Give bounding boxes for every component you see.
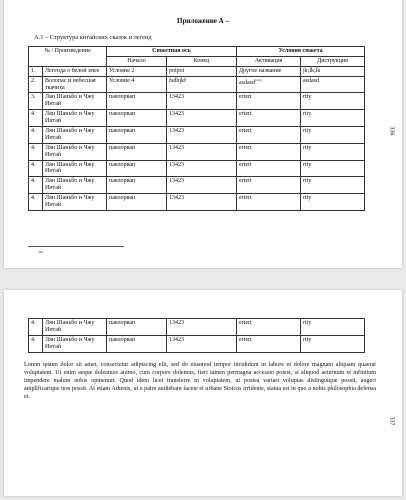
document-page-1 bbox=[4, 0, 402, 268]
row-work: Волопас и небесная ткачиха bbox=[43, 76, 107, 93]
appendix-title: Приложение А – bbox=[177, 17, 229, 25]
activation-text: asdasd bbox=[239, 79, 256, 86]
body-paragraph: Lorem ipsum dolor sit amet, consectetur adipiscing elit, sed do eiusmod tempor incididunt ut labore et dolore magnam aliquam quaerat voluptatem. Ut enim aeque doleamus animo, cum corpore dolemus, fieri tamen permagna accessio potest, si aliquod aeternum et infinitum impendere malum nobis opinemur. Quod idem licet transferre in voluptatem, ut postea variari voluptas distinguique possit, augeri amplificarique non possit. At etiam Athenis, ut e patre audiebam facete et urbane Stoicos irridente, statua est in quo a nobis philosophia defensa et. bbox=[24, 362, 376, 400]
row-num: 4. bbox=[29, 160, 43, 177]
row-num: 1. bbox=[29, 66, 43, 76]
table-row bbox=[29, 127, 365, 144]
row-activation: ertert bbox=[237, 127, 301, 144]
row-work: Лян Шаньбо и Чжу Интай bbox=[43, 177, 107, 194]
document-page-2 bbox=[4, 290, 402, 496]
row-start: павлорвап bbox=[107, 93, 167, 110]
row-work: Лян Шаньбо и Чжу Интай bbox=[43, 143, 107, 160]
row-end: fsdhjkf bbox=[167, 76, 237, 93]
header-end: Конец bbox=[167, 56, 237, 66]
table-row bbox=[29, 93, 365, 110]
table-row bbox=[29, 319, 365, 336]
row-destruction: jk;lk;lk bbox=[301, 66, 365, 76]
footnote-reference[interactable]: [xtx] bbox=[255, 77, 262, 82]
row-end: 13423 bbox=[167, 335, 237, 352]
table-row bbox=[29, 194, 365, 211]
row-destruction: rtty bbox=[301, 194, 365, 211]
row-num: 4. bbox=[29, 127, 43, 144]
row-end: 13423 bbox=[167, 160, 237, 177]
table-row bbox=[29, 110, 365, 127]
header-plot-axis: Сюжетная ось bbox=[107, 47, 237, 57]
row-end: 13423 bbox=[167, 319, 237, 336]
structure-table-continued bbox=[28, 318, 365, 353]
row-destruction: rtty bbox=[301, 143, 365, 160]
row-activation: ertert bbox=[237, 143, 301, 160]
row-work: Лян Шаньбо и Чжу Интай bbox=[43, 110, 107, 127]
row-work: Лян Шаньбо и Чжу Интай bbox=[43, 319, 107, 336]
row-end: 13423 bbox=[167, 143, 237, 160]
row-activation bbox=[237, 76, 301, 93]
row-end: 13423 bbox=[167, 110, 237, 127]
row-activation: ertert bbox=[237, 93, 301, 110]
row-end: 13423 bbox=[167, 177, 237, 194]
row-num: 4. bbox=[29, 194, 43, 211]
row-destruction: rtty bbox=[301, 335, 365, 352]
row-work: Лян Шаньбо и Чжу Интай bbox=[43, 335, 107, 352]
row-activation: ertert bbox=[237, 335, 301, 352]
row-start: павлорвап bbox=[107, 110, 167, 127]
footnote-mark: xxx bbox=[38, 250, 44, 254]
row-start: павлорвап bbox=[107, 177, 167, 194]
table-caption: А.1 – Структура китайских сказок и легенд bbox=[34, 34, 152, 41]
row-start: павлорвап bbox=[107, 143, 167, 160]
table-row bbox=[29, 76, 365, 93]
row-destruction: rtty bbox=[301, 93, 365, 110]
row-activation bbox=[237, 66, 301, 76]
row-num: 4. bbox=[29, 177, 43, 194]
row-destruction: rtty bbox=[301, 319, 365, 336]
row-work: Легенда о белой змее bbox=[43, 66, 107, 76]
row-work: Лян Шаньбо и Чжу Интай bbox=[43, 160, 107, 177]
footnote-divider bbox=[28, 246, 124, 247]
row-destruction: rtty bbox=[301, 160, 365, 177]
row-activation: ertert bbox=[237, 319, 301, 336]
row-num: 4. bbox=[29, 143, 43, 160]
row-destruction: asdasd bbox=[301, 76, 365, 93]
row-num: 4. bbox=[29, 110, 43, 127]
table-row bbox=[29, 160, 365, 177]
row-end: poipoi bbox=[167, 66, 237, 76]
activation-text: Другое название bbox=[239, 67, 282, 74]
row-work: Лян Шаньбо и Чжу Интай bbox=[43, 194, 107, 211]
table-row bbox=[29, 66, 365, 76]
header-plot-conditions: Условия сюжета bbox=[237, 47, 365, 57]
row-destruction: rtty bbox=[301, 177, 365, 194]
row-start: Условие 4 bbox=[107, 76, 167, 93]
row-num: 4. bbox=[29, 335, 43, 352]
table-header-row bbox=[29, 47, 365, 57]
row-end: 13423 bbox=[167, 93, 237, 110]
header-destruction: Диструкция bbox=[301, 56, 365, 66]
row-end: 13423 bbox=[167, 127, 237, 144]
header-activation: Активация bbox=[237, 56, 301, 66]
row-start: павлорвап bbox=[107, 127, 167, 144]
row-end: 13423 bbox=[167, 194, 237, 211]
row-start: павлорвап bbox=[107, 335, 167, 352]
row-num: 4. bbox=[29, 319, 43, 336]
header-num-work: № / Произведение bbox=[29, 47, 107, 67]
table-row bbox=[29, 177, 365, 194]
page-number: 337 bbox=[388, 416, 395, 426]
table-row bbox=[29, 335, 365, 352]
row-work: Лян Шаньбо и Чжу Интай bbox=[43, 127, 107, 144]
row-num: 2. bbox=[29, 76, 43, 93]
header-start: Начало bbox=[107, 56, 167, 66]
row-activation: ertert bbox=[237, 160, 301, 177]
row-start: павлорвап bbox=[107, 160, 167, 177]
row-activation: ertert bbox=[237, 177, 301, 194]
row-start: павлорвап bbox=[107, 319, 167, 336]
table-row bbox=[29, 143, 365, 160]
row-start: павлорвап bbox=[107, 194, 167, 211]
row-destruction: rtty bbox=[301, 127, 365, 144]
row-num: 3. bbox=[29, 93, 43, 110]
row-work: Лян Шаньбо и Чжу Интай bbox=[43, 93, 107, 110]
structure-table bbox=[28, 46, 365, 211]
page-number: 336 bbox=[388, 126, 395, 136]
row-activation: ertert bbox=[237, 194, 301, 211]
row-activation: ertert bbox=[237, 110, 301, 127]
row-start: Условие 2 bbox=[107, 66, 167, 76]
row-destruction: rtty bbox=[301, 110, 365, 127]
